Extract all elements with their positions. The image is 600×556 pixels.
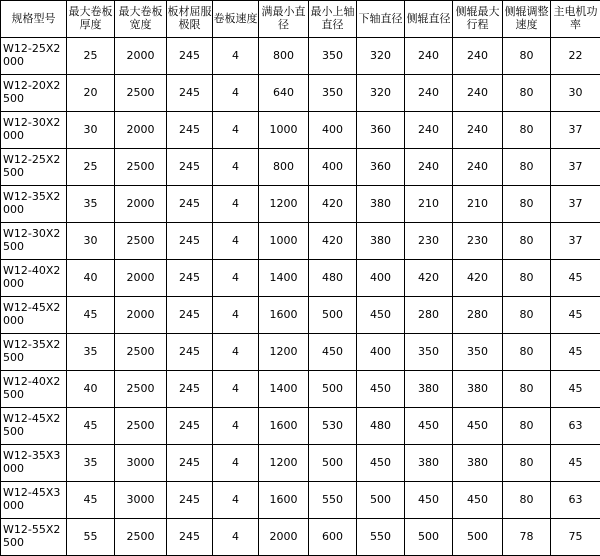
cell-value: 1600 <box>259 297 309 334</box>
cell-value: 4 <box>213 38 259 75</box>
cell-value: 450 <box>405 408 453 445</box>
cell-value: 240 <box>453 149 503 186</box>
cell-value: 37 <box>551 186 600 223</box>
cell-value: 420 <box>405 260 453 297</box>
cell-value: 210 <box>453 186 503 223</box>
cell-value: 530 <box>309 408 357 445</box>
table-row <box>1 445 600 482</box>
cell-value: 4 <box>213 408 259 445</box>
cell-value: 550 <box>357 519 405 556</box>
cell-value: 4 <box>213 445 259 482</box>
column-header-upper-roll-diameter: 最小上轴直径 <box>309 1 357 38</box>
cell-value: 80 <box>503 408 551 445</box>
cell-value: 63 <box>551 408 600 445</box>
table-row <box>1 149 600 186</box>
cell-value: 4 <box>213 149 259 186</box>
cell-value: 37 <box>551 149 600 186</box>
table-header <box>1 1 600 38</box>
header-row <box>1 1 600 38</box>
column-header-motor-power: 主电机功率 <box>551 1 600 38</box>
cell-value: 450 <box>357 445 405 482</box>
cell-value: 2000 <box>115 112 167 149</box>
cell-value: 1600 <box>259 482 309 519</box>
table-row <box>1 38 600 75</box>
cell-value: 45 <box>551 260 600 297</box>
cell-value: 25 <box>67 149 115 186</box>
cell-value: 380 <box>453 445 503 482</box>
cell-value: 240 <box>453 112 503 149</box>
cell-value: 40 <box>67 260 115 297</box>
cell-value: 37 <box>551 112 600 149</box>
cell-value: 360 <box>357 112 405 149</box>
cell-value: 2500 <box>115 371 167 408</box>
cell-model: W12-25X2500 <box>1 149 67 186</box>
cell-value: 4 <box>213 297 259 334</box>
table-row <box>1 297 600 334</box>
cell-value: 1400 <box>259 371 309 408</box>
cell-value: 380 <box>357 186 405 223</box>
cell-model: W12-45X2000 <box>1 297 67 334</box>
cell-value: 25 <box>67 38 115 75</box>
cell-value: 500 <box>309 445 357 482</box>
cell-model: W12-55X2500 <box>1 519 67 556</box>
cell-value: 400 <box>357 334 405 371</box>
cell-value: 30 <box>551 75 600 112</box>
cell-value: 75 <box>551 519 600 556</box>
cell-value: 800 <box>259 149 309 186</box>
cell-value: 500 <box>309 297 357 334</box>
cell-value: 80 <box>503 38 551 75</box>
cell-value: 245 <box>167 186 213 223</box>
cell-value: 1200 <box>259 445 309 482</box>
cell-value: 400 <box>309 149 357 186</box>
cell-value: 2500 <box>115 223 167 260</box>
cell-model: W12-30X2500 <box>1 223 67 260</box>
cell-value: 2500 <box>115 75 167 112</box>
cell-value: 350 <box>309 38 357 75</box>
cell-value: 35 <box>67 445 115 482</box>
column-header-side-roll-stroke: 侧辊最大行程 <box>453 1 503 38</box>
cell-value: 30 <box>67 223 115 260</box>
cell-value: 400 <box>357 260 405 297</box>
cell-value: 350 <box>309 75 357 112</box>
cell-value: 280 <box>453 297 503 334</box>
cell-value: 45 <box>551 371 600 408</box>
cell-value: 380 <box>453 371 503 408</box>
cell-value: 3000 <box>115 445 167 482</box>
cell-model: W12-30X2000 <box>1 112 67 149</box>
table-row <box>1 223 600 260</box>
cell-value: 640 <box>259 75 309 112</box>
table-row <box>1 75 600 112</box>
cell-value: 245 <box>167 445 213 482</box>
cell-value: 240 <box>453 38 503 75</box>
cell-value: 35 <box>67 186 115 223</box>
cell-value: 450 <box>309 334 357 371</box>
cell-value: 245 <box>167 149 213 186</box>
cell-value: 2500 <box>115 334 167 371</box>
cell-value: 22 <box>551 38 600 75</box>
cell-value: 4 <box>213 223 259 260</box>
cell-value: 4 <box>213 334 259 371</box>
cell-value: 245 <box>167 75 213 112</box>
cell-model: W12-45X2500 <box>1 408 67 445</box>
cell-value: 80 <box>503 112 551 149</box>
cell-value: 2500 <box>115 408 167 445</box>
cell-value: 500 <box>453 519 503 556</box>
cell-model: W12-40X2000 <box>1 260 67 297</box>
cell-value: 80 <box>503 186 551 223</box>
cell-value: 800 <box>259 38 309 75</box>
cell-value: 360 <box>357 149 405 186</box>
cell-value: 480 <box>357 408 405 445</box>
column-header-side-roll-diameter: 侧辊直径 <box>405 1 453 38</box>
cell-value: 245 <box>167 482 213 519</box>
cell-value: 45 <box>551 297 600 334</box>
table-row <box>1 519 600 556</box>
cell-value: 80 <box>503 75 551 112</box>
cell-value: 240 <box>405 38 453 75</box>
cell-value: 1200 <box>259 334 309 371</box>
cell-value: 450 <box>405 482 453 519</box>
cell-value: 45 <box>67 408 115 445</box>
table-row <box>1 260 600 297</box>
cell-value: 245 <box>167 38 213 75</box>
cell-value: 4 <box>213 75 259 112</box>
cell-value: 420 <box>453 260 503 297</box>
cell-model: W12-20X2500 <box>1 75 67 112</box>
cell-value: 80 <box>503 297 551 334</box>
cell-model: W12-25X2000 <box>1 38 67 75</box>
cell-value: 2500 <box>115 519 167 556</box>
cell-value: 380 <box>357 223 405 260</box>
cell-value: 1200 <box>259 186 309 223</box>
cell-value: 80 <box>503 445 551 482</box>
cell-value: 245 <box>167 371 213 408</box>
cell-value: 4 <box>213 519 259 556</box>
table-row <box>1 112 600 149</box>
cell-value: 245 <box>167 408 213 445</box>
table-body <box>1 38 600 556</box>
cell-value: 350 <box>405 334 453 371</box>
cell-value: 1000 <box>259 223 309 260</box>
cell-value: 80 <box>503 482 551 519</box>
cell-value: 600 <box>309 519 357 556</box>
cell-value: 3000 <box>115 482 167 519</box>
cell-value: 4 <box>213 112 259 149</box>
table-row <box>1 482 600 519</box>
cell-value: 280 <box>405 297 453 334</box>
cell-model: W12-35X2500 <box>1 334 67 371</box>
cell-value: 1600 <box>259 408 309 445</box>
cell-value: 45 <box>67 482 115 519</box>
cell-value: 245 <box>167 297 213 334</box>
cell-value: 55 <box>67 519 115 556</box>
cell-value: 2000 <box>115 186 167 223</box>
cell-value: 230 <box>405 223 453 260</box>
cell-value: 80 <box>503 334 551 371</box>
cell-value: 240 <box>405 75 453 112</box>
cell-value: 1400 <box>259 260 309 297</box>
cell-value: 450 <box>453 408 503 445</box>
cell-value: 400 <box>309 112 357 149</box>
cell-value: 78 <box>503 519 551 556</box>
cell-value: 245 <box>167 260 213 297</box>
cell-value: 420 <box>309 223 357 260</box>
cell-value: 240 <box>453 75 503 112</box>
cell-value: 450 <box>357 297 405 334</box>
cell-value: 380 <box>405 445 453 482</box>
cell-value: 30 <box>67 112 115 149</box>
cell-value: 2000 <box>259 519 309 556</box>
cell-value: 420 <box>309 186 357 223</box>
cell-value: 450 <box>357 371 405 408</box>
cell-value: 500 <box>309 371 357 408</box>
cell-value: 245 <box>167 112 213 149</box>
cell-value: 37 <box>551 223 600 260</box>
table-row <box>1 186 600 223</box>
cell-value: 80 <box>503 260 551 297</box>
cell-value: 245 <box>167 223 213 260</box>
column-header-max-thickness: 最大卷板厚度 <box>67 1 115 38</box>
cell-model: W12-45X3000 <box>1 482 67 519</box>
cell-value: 80 <box>503 149 551 186</box>
cell-value: 245 <box>167 334 213 371</box>
column-header-model: 规格型号 <box>1 1 67 38</box>
cell-value: 380 <box>405 371 453 408</box>
cell-value: 230 <box>453 223 503 260</box>
cell-value: 350 <box>453 334 503 371</box>
cell-value: 210 <box>405 186 453 223</box>
cell-value: 80 <box>503 371 551 408</box>
table-row <box>1 408 600 445</box>
cell-value: 1000 <box>259 112 309 149</box>
cell-value: 45 <box>551 445 600 482</box>
cell-value: 4 <box>213 260 259 297</box>
cell-value: 2000 <box>115 297 167 334</box>
cell-value: 450 <box>453 482 503 519</box>
cell-value: 20 <box>67 75 115 112</box>
column-header-lower-roll-diameter: 下轴直径 <box>357 1 405 38</box>
cell-model: W12-35X3000 <box>1 445 67 482</box>
cell-value: 245 <box>167 519 213 556</box>
cell-value: 550 <box>309 482 357 519</box>
cell-value: 500 <box>357 482 405 519</box>
cell-value: 480 <box>309 260 357 297</box>
cell-value: 320 <box>357 38 405 75</box>
cell-value: 4 <box>213 371 259 408</box>
column-header-rolling-speed: 卷板速度 <box>213 1 259 38</box>
column-header-min-diameter: 满最小直径 <box>259 1 309 38</box>
column-header-max-width: 最大卷板宽度 <box>115 1 167 38</box>
cell-model: W12-35X2000 <box>1 186 67 223</box>
cell-value: 45 <box>551 334 600 371</box>
cell-value: 320 <box>357 75 405 112</box>
column-header-side-roll-speed: 侧辊调整速度 <box>503 1 551 38</box>
cell-value: 45 <box>67 297 115 334</box>
cell-value: 240 <box>405 112 453 149</box>
cell-model: W12-40X2500 <box>1 371 67 408</box>
table-row <box>1 371 600 408</box>
cell-value: 2000 <box>115 38 167 75</box>
cell-value: 2500 <box>115 149 167 186</box>
cell-value: 500 <box>405 519 453 556</box>
cell-value: 40 <box>67 371 115 408</box>
cell-value: 35 <box>67 334 115 371</box>
table-row <box>1 334 600 371</box>
cell-value: 240 <box>405 149 453 186</box>
cell-value: 4 <box>213 186 259 223</box>
cell-value: 63 <box>551 482 600 519</box>
cell-value: 2000 <box>115 260 167 297</box>
cell-value: 80 <box>503 223 551 260</box>
cell-value: 4 <box>213 482 259 519</box>
column-header-yield-limit: 板材屈服极限 <box>167 1 213 38</box>
